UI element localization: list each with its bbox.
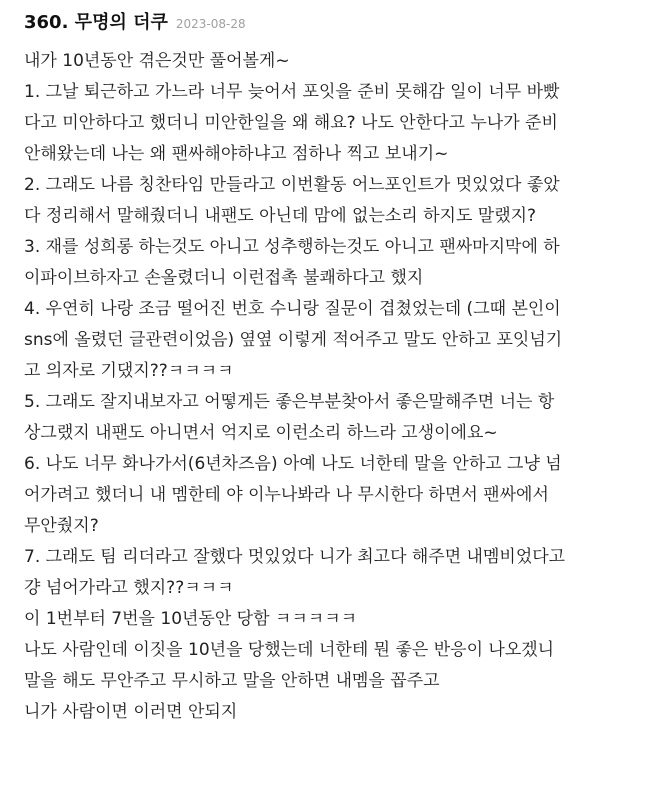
- post-line: 2. 그래도 나름 칭찬타임 만들라고 이번활동 어느포인트가 멋있었다 좋았: [24, 175, 560, 195]
- post-body: [24, 46, 645, 728]
- post-line: 이파이브하자고 손올렸더니 이런접촉 불쾌하다고 했지: [24, 268, 424, 288]
- post-line: 5. 그래도 잘지내보자고 어떻게든 좋은부분찾아서 좋은말해주면 너는 항: [24, 392, 555, 412]
- post-line: 말을 해도 무안주고 무시하고 말을 안하면 내멤을 꼽주고: [24, 671, 440, 691]
- post-line: 다고 미안하다고 했더니 미안한일을 왜 해요? 나도 안한다고 누나가 준비: [24, 113, 558, 133]
- post-line: 1. 그날 퇴근하고 가느라 너무 늦어서 포잇을 준비 못해감 일이 너무 바빴: [24, 82, 560, 102]
- post-line: 어가려고 했더니 내 멤한테 야 이누나봐라 나 무시한다 하면서 팬싸에서: [24, 485, 549, 505]
- post-line: 상그랬지 내팬도 아니면서 억지로 이런소리 하느라 고생이에요~: [24, 423, 498, 443]
- post-line: 무안줬지?: [24, 516, 99, 536]
- post-line: sns에 올렸던 글관련이었음) 옆옆 이렇게 적어주고 말도 안하고 포잇넘기: [24, 330, 563, 350]
- post-line: 다 정리해서 말해줬더니 내팬도 아닌데 맘에 없는소리 하지도 말랬지?: [24, 206, 537, 226]
- post-line: 이 1번부터 7번을 10년동안 당함 ㅋㅋㅋㅋㅋ: [24, 609, 358, 629]
- post-date: 2023-08-28: [175, 17, 246, 31]
- post-line: 고 의자로 기댔지??ㅋㅋㅋㅋ: [24, 361, 234, 381]
- post-line: 3. 재를 성희롱 하는것도 아니고 성추행하는것도 아니고 팬싸마지막에 하: [24, 237, 560, 257]
- post-line: 걍 넘어가라고 했지??ㅋㅋㅋ: [24, 578, 234, 598]
- post-line: 나도 사람인데 이짓을 10년을 당했는데 너한테 뭔 좋은 반응이 나오겠니: [24, 640, 555, 660]
- post-title: 360. 무명의 더쿠: [24, 12, 168, 33]
- post-line: 안해왔는데 나는 왜 팬싸해야하냐고 점하나 찍고 보내기~: [24, 144, 449, 164]
- post-line: 니가 사람이면 이러면 안되지: [24, 702, 238, 722]
- post-line: 내가 10년동안 겪은것만 풀어볼게~: [24, 51, 290, 71]
- post-line: 7. 그래도 팀 리더라고 잘했다 멋있었다 니가 최고다 해주면 내멤비었다고: [24, 547, 566, 567]
- post-line: 4. 우연히 나랑 조금 떨어진 번호 수니랑 질문이 겹쳤었는데 (그때 본인이: [24, 299, 561, 319]
- post-line: 6. 나도 너무 화나가서(6년차즈음) 아예 나도 너한테 말을 안하고 그냥 넘: [24, 454, 562, 474]
- post-header: [24, 8, 645, 36]
